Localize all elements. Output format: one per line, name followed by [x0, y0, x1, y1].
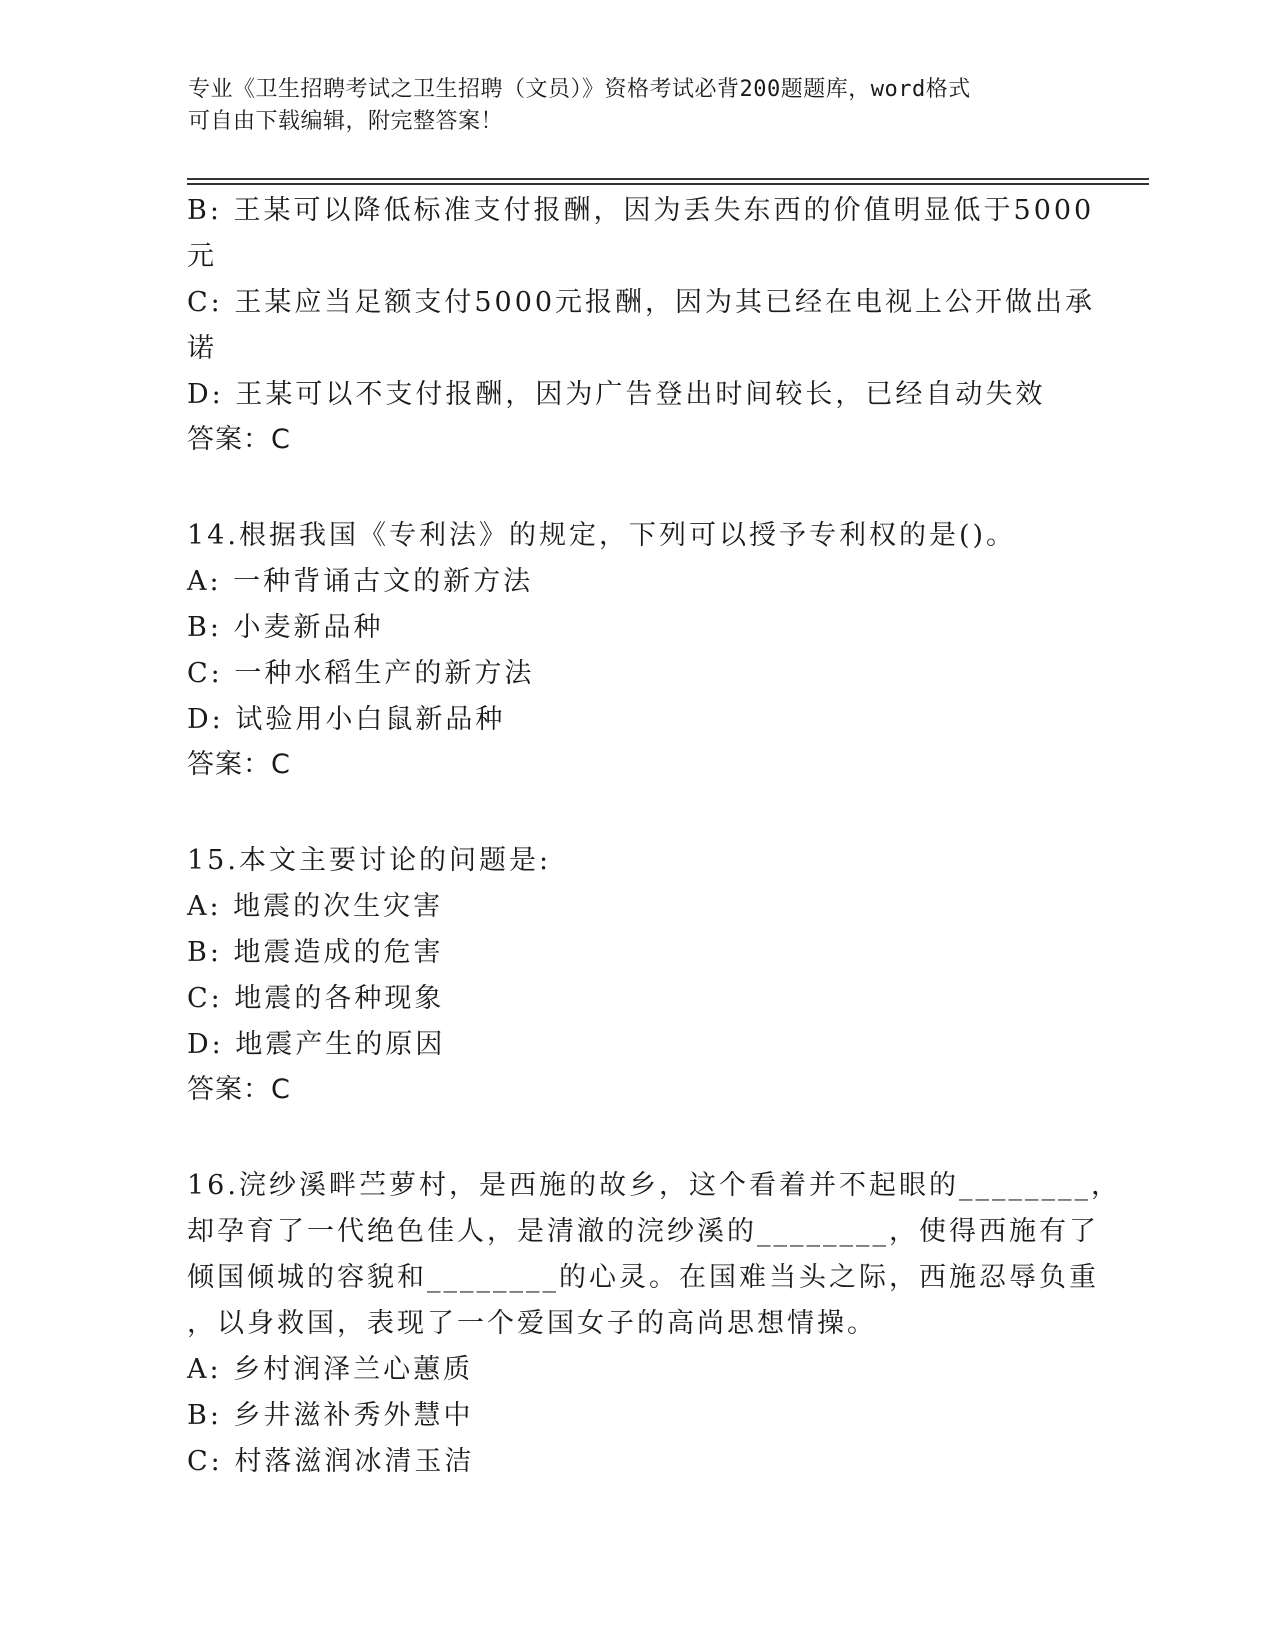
option-c-line2: 诺: [187, 333, 217, 364]
header-title-line1: 专业《卫生招聘考试之卫生招聘（文员）》资格考试必背200题题库，word格式: [188, 77, 971, 102]
option-a: A: 乡村润泽兰心蕙质: [187, 1354, 474, 1385]
answer: 答案：C: [187, 424, 291, 455]
question-stem-line1: 16.浣纱溪畔苎萝村，是西施的故乡，这个看着并不起眼的________，: [187, 1170, 1121, 1201]
question-16: [187, 1163, 1121, 1485]
question-stem-line3: 倾国倾城的容貌和________的心灵。在国难当头之际，西施忍辱负重: [187, 1262, 1099, 1293]
header-title-line2: 可自由下载编辑，附完整答案！: [188, 109, 504, 134]
spacer: [187, 1112, 1067, 1163]
question-13: [187, 188, 1096, 462]
document-header: [188, 74, 1068, 138]
option-b: B: 地震造成的危害: [187, 937, 444, 968]
option-b: B: 小麦新品种: [187, 612, 384, 643]
question-stem-line4: ，以身救国，表现了一个爱国女子的高尚思想情操。: [187, 1308, 877, 1339]
question-14: [187, 513, 1067, 787]
question-stem: 14.根据我国《专利法》的规定，下列可以授予专利权的是()。: [187, 520, 1017, 551]
question-content: [187, 188, 1121, 1485]
spacer: [187, 787, 1067, 838]
header-divider-bottom: [187, 183, 1149, 185]
question-stem-line2: 却孕育了一代绝色佳人，是清澈的浣纱溪的________，使得西施有了: [187, 1216, 1099, 1247]
spacer: [187, 462, 1067, 513]
option-b-line1: B: 王某可以降低标准支付报酬，因为丢失东西的价值明显低于5000: [187, 195, 1095, 226]
option-c: C: 一种水稻生产的新方法: [187, 658, 535, 689]
option-c: C: 村落滋润冰清玉洁: [187, 1446, 475, 1477]
answer: 答案：C: [187, 749, 291, 780]
option-d: D: 地震产生的原因: [187, 1029, 446, 1060]
option-a: A: 地震的次生灾害: [187, 891, 444, 922]
answer: 答案：C: [187, 1074, 291, 1105]
option-c: C: 地震的各种现象: [187, 983, 445, 1014]
question-15: [187, 838, 1067, 1112]
option-d: D: 王某可以不支付报酬，因为广告登出时间较长，已经自动失效: [187, 379, 1046, 410]
question-stem: 15.本文主要讨论的问题是:: [187, 845, 552, 876]
option-c-line1: C: 王某应当足额支付5000元报酬，因为其已经在电视上公开做出承: [187, 287, 1096, 318]
option-b: B: 乡井滋补秀外慧中: [187, 1400, 474, 1431]
header-divider-top: [187, 178, 1149, 180]
option-a: A: 一种背诵古文的新方法: [187, 566, 534, 597]
option-b-line2: 元: [187, 241, 217, 272]
option-d: D: 试验用小白鼠新品种: [187, 704, 506, 735]
